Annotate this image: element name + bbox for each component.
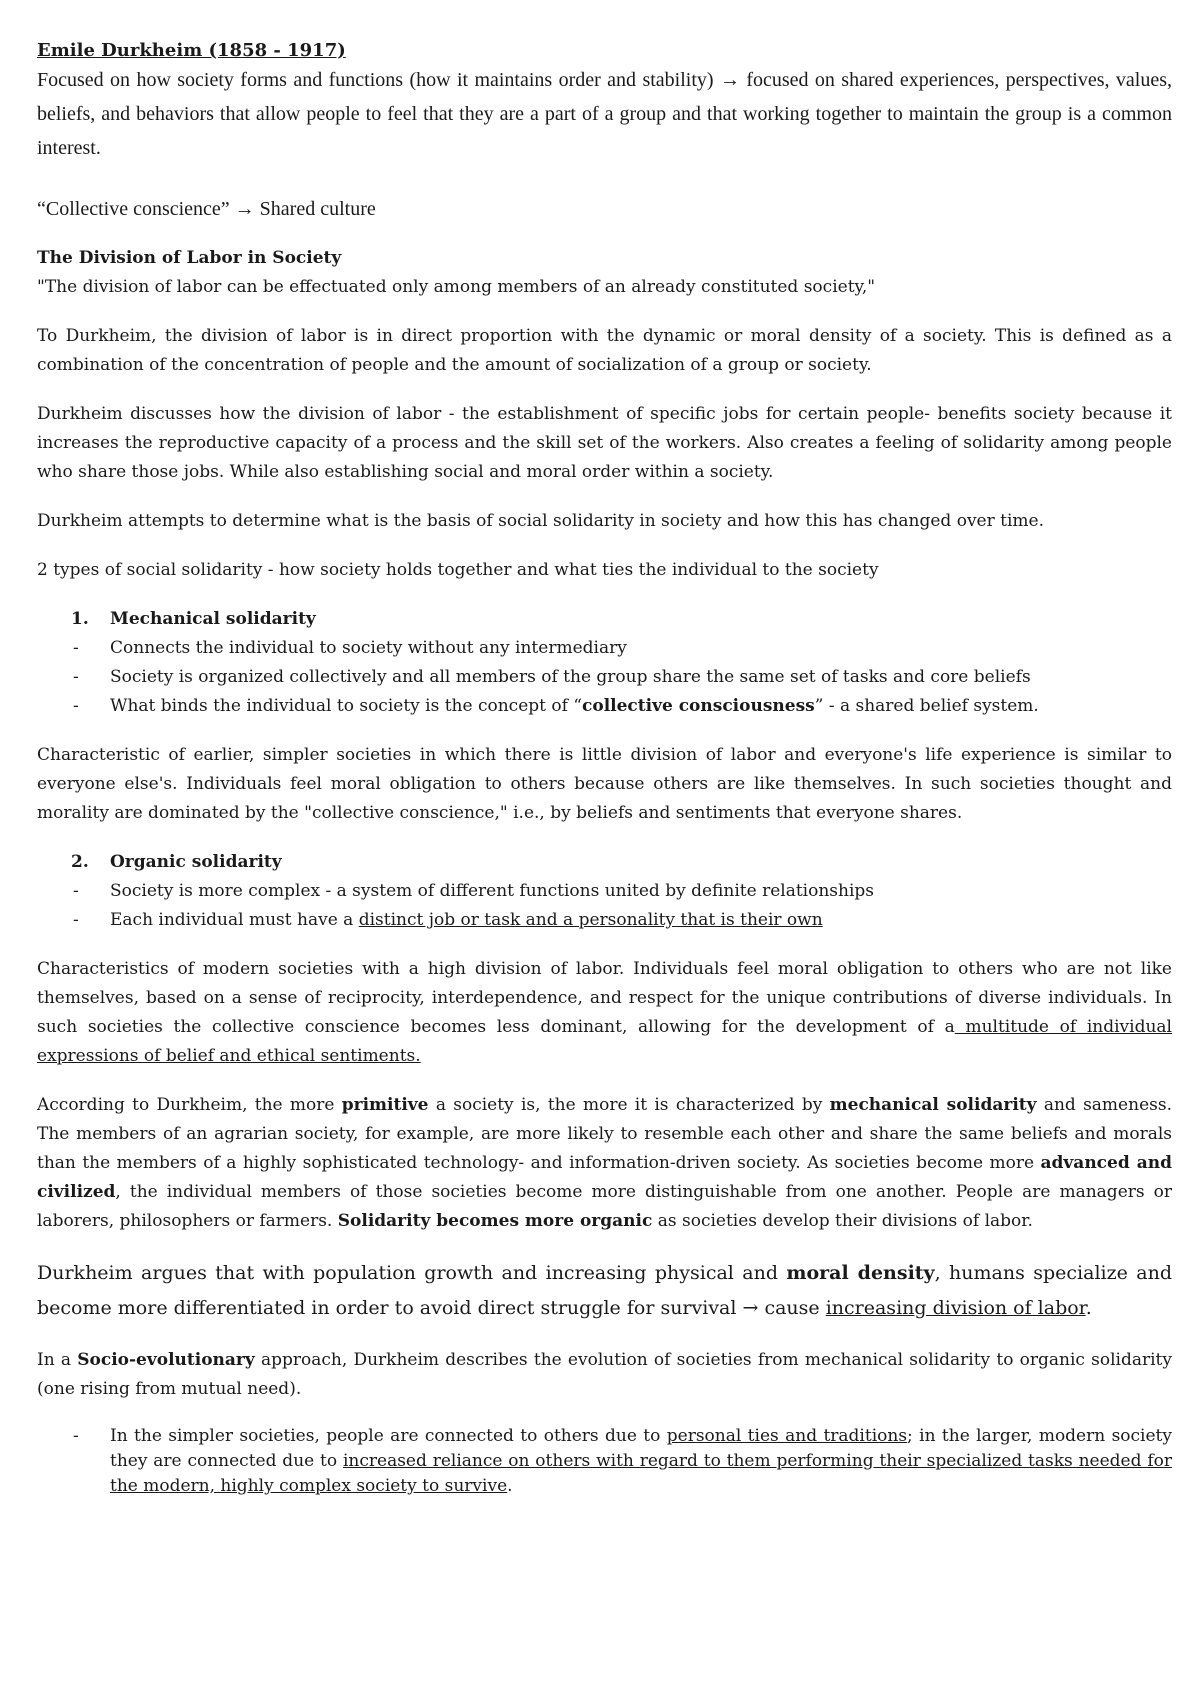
list-item: - Connects the individual to society without any intermediary (37, 634, 1172, 663)
text-run: According to Durkheim, the more (37, 1095, 342, 1115)
list-item (37, 692, 1172, 721)
list-number: 1. (71, 609, 89, 629)
list-item (37, 906, 1172, 935)
text-run: , the individual members of those societies become more distinguishable from one another. People are managers or laborers, philosophers or farmers. (37, 1182, 1172, 1231)
mechanical-bullets (37, 634, 1172, 721)
division-quote: "The division of labor can be effectuated only among members of an already constituted society," (37, 277, 876, 297)
document-page (37, 36, 1172, 1499)
organic-list (37, 848, 1172, 877)
text-run: Durkheim argues that with population growth and increasing physical and (37, 1262, 787, 1284)
collective-conscience-line: “Collective conscience” → Shared culture (37, 198, 376, 220)
text-run: Characteristics of modern societies with a high division of labor. Individuals feel moral obligation to others who are not like themselves, based on a sense of reciprocity, interdependence, and respect for the unique contributions of diverse individuals. In such societies the collective conscience becomes less dominant, allowing for the development of a (37, 959, 1172, 1037)
list-item (37, 848, 1172, 877)
bold-run: primitive (341, 1095, 429, 1115)
paragraph-primitive-societies (37, 1091, 1172, 1236)
underline-run: multitude of individual expressions of belief and ethical sentiments. (37, 1017, 1172, 1066)
text-run: and sameness. The members of an agrarian society, for example, are more likely to resemble each other and share the same beliefs and morals than the members of a highly sophisticated technology- and information-driven society. As societies become more (37, 1095, 1172, 1173)
text-run: . (507, 1476, 513, 1496)
underline-run: increasing division of labor (825, 1297, 1086, 1319)
text-run: In a (37, 1350, 78, 1370)
text-run: ” - a shared belief system. (814, 696, 1039, 716)
final-bullets (37, 1424, 1172, 1499)
underline-run: personal ties and traditions (666, 1426, 908, 1446)
bold-run: moral density (786, 1262, 935, 1284)
text-run: . (1085, 1297, 1092, 1319)
text-run: approach, Durkheim describes the evolution of societies from mechanical solidarity to organic solidarity (one rising from mutual need). (37, 1350, 1172, 1399)
text-run: Each individual must have a (110, 910, 359, 930)
section-heading: The Division of Labor in Society (37, 248, 342, 268)
paragraph-population-growth (37, 1256, 1172, 1326)
bold-run: Solidarity becomes more organic (337, 1211, 653, 1231)
paragraph-mechanical-characteristics: Characteristic of earlier, simpler societies in which there is little division of labor and everyone's life experience is similar to everyone else's. Individuals feel moral obligation to others because others are like themselves. In such societies thought and morality are dominated by the "collective conscience," i.e., by beliefs and sentiments that everyone shares. (37, 745, 1172, 823)
bold-run: collective consciousness (582, 696, 815, 716)
list-title: Organic solidarity (110, 852, 282, 872)
bold-run: Socio-evolutionary (77, 1350, 255, 1370)
list-item (37, 605, 1172, 634)
document-heading: Emile Durkheim (1858 - 1917) (37, 40, 346, 61)
list-item: - Society is organized collectively and all members of the group share the same set of tasks and core beliefs (37, 663, 1172, 692)
underline-run: distinct job or task and a personality that is their own (358, 910, 823, 930)
bold-run: mechanical solidarity (829, 1095, 1037, 1115)
paragraph-density: To Durkheim, the division of labor is in direct proportion with the dynamic or moral density of a society. This is defined as a combination of the concentration of people and the amount of socialization of a group or society. (37, 326, 1172, 375)
list-item: - Society is more complex - a system of different functions united by definite relationships (37, 877, 1172, 906)
intro-paragraph: Focused on how society forms and functions (how it maintains order and stability) → focused on shared experiences, perspectives, values, beliefs, and behaviors that allow people to feel that they are a part of a group and that working together to maintain the group is a common interest. (37, 69, 1172, 159)
paragraph-basis-solidarity: Durkheim attempts to determine what is the basis of social solidarity in society and how this has changed over time. (37, 511, 1045, 531)
list-title: Mechanical solidarity (110, 609, 316, 629)
list-number: 2. (71, 852, 89, 872)
text-run: What binds the individual to society is the concept of “ (110, 696, 582, 716)
bold-run: advanced and civilized (37, 1153, 1172, 1202)
text-run: In the simpler societies, people are connected to others due to (110, 1426, 667, 1446)
underline-run: increased reliance on others with regard to them performing their specialized tasks needed for the modern, highly complex society to survive (110, 1451, 1172, 1496)
text-run: , humans specialize and become more differentiated in order to avoid direct struggle for survival → cause (37, 1262, 1172, 1319)
paragraph-division-benefits: Durkheim discusses how the division of labor - the establishment of specific jobs for certain people- benefits society because it increases the reproductive capacity of a process and the skill set of the workers. Also creates a feeling of solidarity among people who share those jobs. While also establishing social and moral order within a society. (37, 404, 1172, 482)
organic-bullets (37, 877, 1172, 935)
mechanical-list (37, 605, 1172, 634)
text-run: ; in the larger, modern society they are connected due to (110, 1426, 1172, 1471)
paragraph-types-solidarity: 2 types of social solidarity - how society holds together and what ties the individual to the society (37, 560, 879, 580)
text-run: a society is, the more it is characterized by (428, 1095, 830, 1115)
text-run: as societies develop their divisions of labor. (652, 1211, 1033, 1231)
paragraph-organic-characteristics (37, 955, 1172, 1071)
paragraph-socio-evolutionary (37, 1346, 1172, 1404)
list-item (37, 1424, 1172, 1499)
